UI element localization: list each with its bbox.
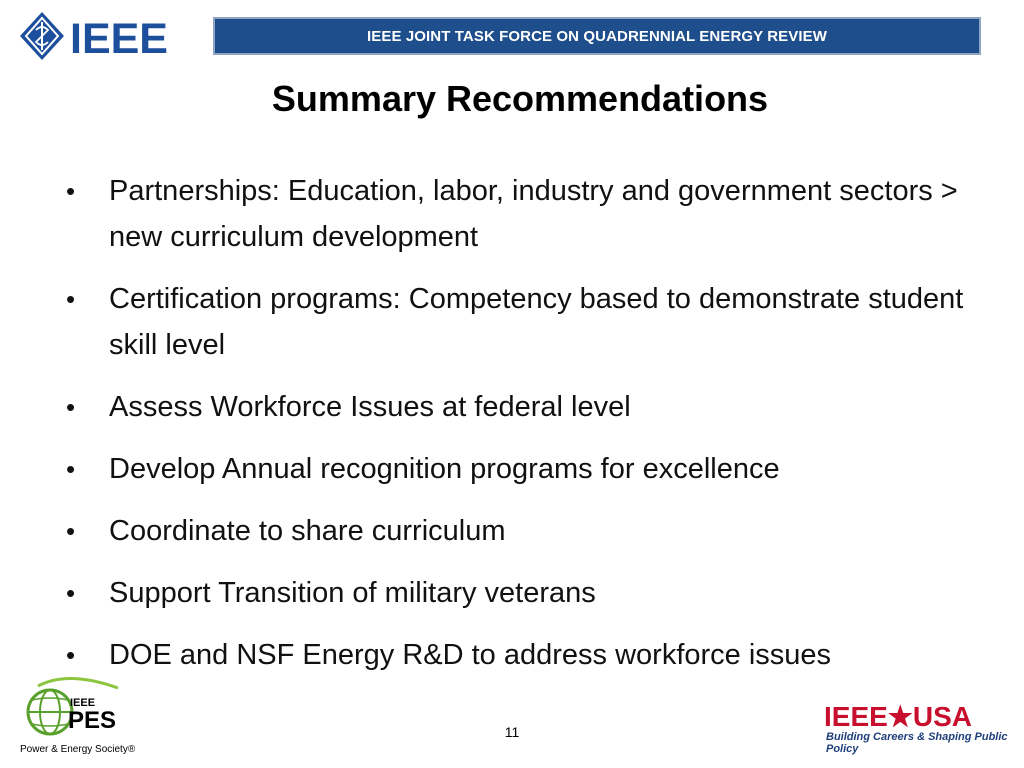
header-banner [213,17,981,55]
bullet-icon: • [66,578,76,608]
bullet-text: Coordinate to share curriculum [109,515,506,547]
banner-text: IEEE JOINT TASK FORCE ON QUADRENNIAL ENERGY REVIEW [366,27,828,45]
slide-title: Summary Recommendations [271,78,769,119]
ieee-diamond-icon [20,12,64,60]
bullet-text: DOE and NSF Energy R&D to address workforce issues [109,639,832,671]
bullet-item [64,508,984,554]
bullet-item [64,384,984,430]
ieee-logo [18,10,193,62]
bullet-item [64,168,984,260]
bullet-item [64,632,984,678]
pes-ieee-text: IEEE [70,697,96,709]
bullet-icon: • [66,516,76,546]
bullet-text: Assess Workforce Issues at federal level [109,391,631,423]
bullet-text: Develop Annual recognition programs for excellence [109,453,780,485]
usa-wordmark: IEEE★USA [824,701,973,732]
bullet-icon: • [66,284,76,314]
bullet-text: Support Transition of military veterans [109,577,596,609]
usa-tagline: Building Careers & Shaping Public Policy [826,731,1008,755]
bullet-icon: • [66,454,76,484]
bullet-icon: • [66,392,76,422]
bullet-list [64,168,984,694]
bullet-icon: • [66,176,76,206]
bullet-text: Certification programs: Competency based to demonstrate student skill level [109,283,964,361]
pes-name-text: PES [68,707,117,734]
bullet-icon: • [66,640,76,670]
pes-tagline: Power & Energy Society® [20,744,136,755]
bullet-item [64,446,984,492]
ieee-wordmark: IEEE [70,15,168,62]
bullet-item [64,570,984,616]
pes-logo [18,670,138,760]
bullet-text: Partnerships: Education, labor, industry and government sectors > new curriculum development [109,175,958,253]
bullet-item [64,276,984,368]
page-number: 11 [504,724,520,740]
